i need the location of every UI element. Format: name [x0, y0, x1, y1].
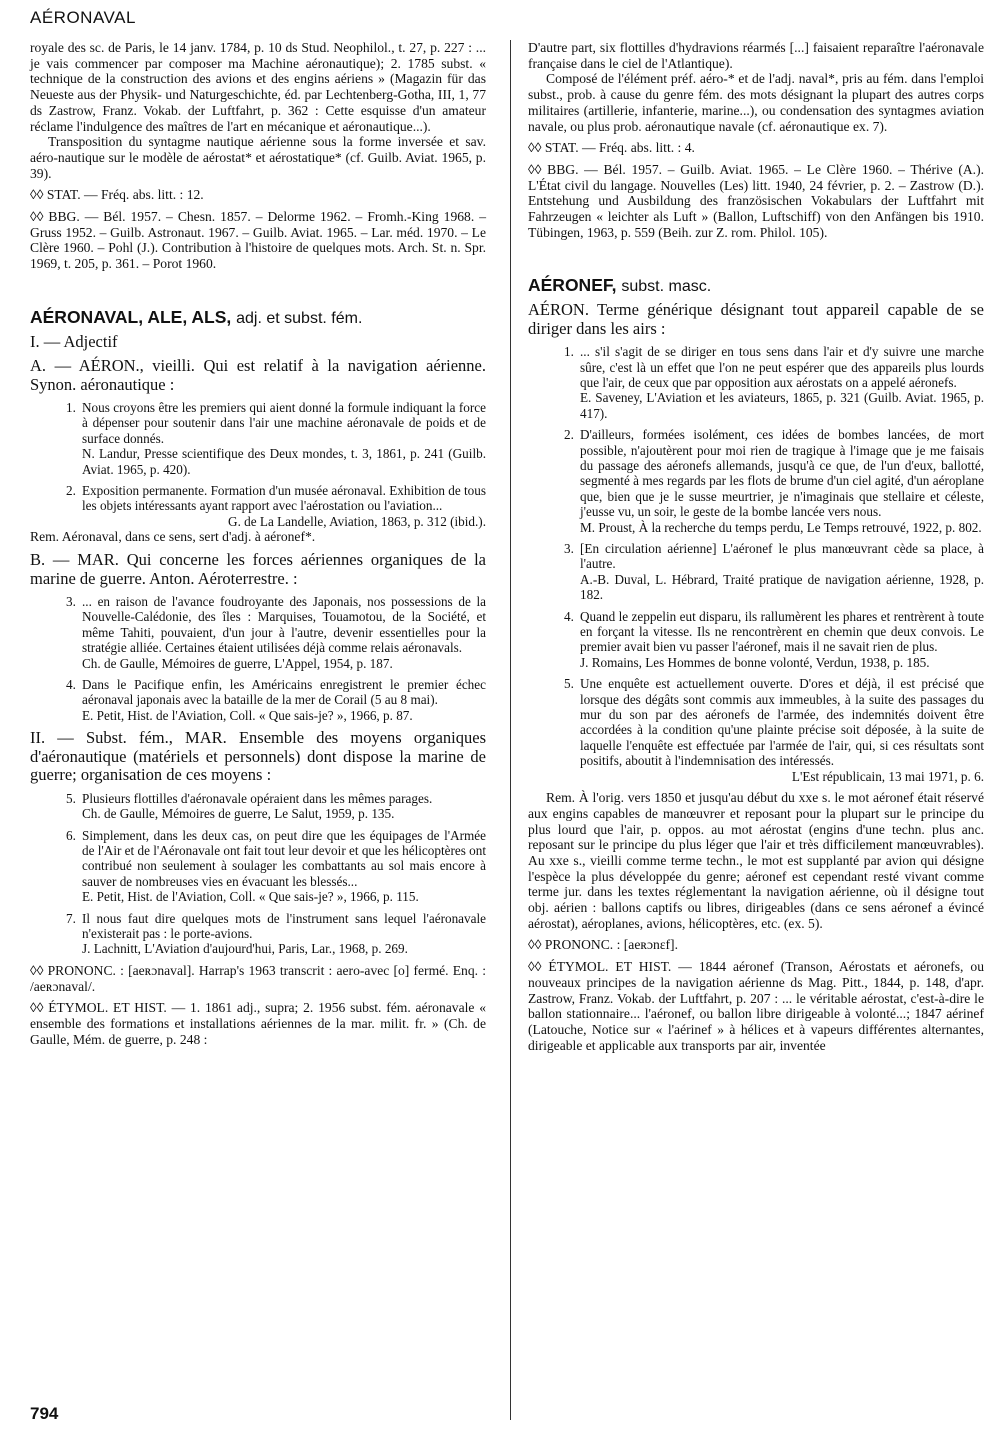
composition-note: Composé de l'élément préf. aéro-* et de l'adj. naval*, pris au fém. dans l'emploi subst., prob. à cause du genre fém. des mots désignant la plupart des autres corps militaires (artillerie, infanterie, marine...), ou condensation des syntagmes aviation navale, ou plus prob. aéronautique navale (cf. aéronautique ex. 7). [528, 71, 984, 134]
aeronef-quote-4: 4. Quand le zeppelin eut disparu, ils rallumèrent les phares et rentrèrent à toute en forçant la vitesse. Ils ne rencontrèrent en chemin que deux convois. Le premier avait bien vu passer l'aéronef, mais il ne savait rien de plus. [564, 608, 984, 655]
remark-aeronef: Rem. À l'orig. vers 1850 et jusqu'au début du xxe s. le mot aéronef était réservé aux engins capables de manœuvrer et reposant pour la plupart sur le principe du plus lourd que l'air, p. oppos. au mot aérostat (engins d'une techn. plus anc. reposant sur le principe du plus léger que l'air et très difficilement manœuvrables). Au xxe s., vieilli comme terme techn., le mot est supplanté par avion qui désigne l'espèce la plus développée du genre; aéronef est cependant resté vivant comme terme jur. dans les textes réglementant la navigation aérienne, où il désigne tout obj. aérien : ballons captifs ou libres, dirigeables (dans ce sens aéronef a évincé aérostat), aéroplanes, avions, hélicoptères, etc. (ex. 5). [528, 790, 984, 931]
etymology-history: ◊◊ ÉTYMOL. ET HIST. — 1. 1861 adj., supra; 2. 1956 subst. fém. aéronavale « ensemble des formations et installations aériennes de la mar. milit. fr. » (Ch. de Gaulle, Mém. de guerre, p. 248 : [30, 1000, 486, 1047]
quote-4: 4. Dans le Pacifique enfin, les Américains enregistrent le premier échec aéronaval japonais avec la bataille de la mer de Corail (5 au 8 mai). [66, 677, 486, 708]
page-number: 794 [30, 1404, 59, 1423]
entry-headword-aeronef [528, 275, 984, 296]
remark-1: Rem. Aéronaval, dans ce sens, sert d'adj. à aéronef*. [30, 529, 316, 545]
bibliography-right: ◊◊ BBG. — Bél. 1957. – Guilb. Aviat. 1965. – Le Clère 1960. – Thérive (A.). L'État civil du langage. Nouvelles (Les) litt. 1940, 24 février, p. 2. – Zastrow (D.). Entstehung und Ausbildung des französischen Vokabulars der Luftfahrt mit Fahrzeugen « leichter als Luft » (Ballon, Luftschiff) von den Anfängen bis 1910. Tübingen, 1963, p. 559 (Beih. zur Z. rom. Philol. 105). [528, 161, 984, 240]
quote-4-source: E. Petit, Hist. de l'Aviation, Coll. « Que sais-je? », 1966, p. 87. [82, 707, 413, 723]
quote-1: 1. Nous croyons être les premiers qui aient donné la formule indiquant la force à dépenser pour soutenir dans l'air une machine aéronavale de poids et de surface donnés. [66, 400, 486, 446]
quote-6-source: E. Petit, Hist. de l'Aviation, Coll. « Que sais-je? », 1966, p. 115. [82, 889, 419, 905]
left-column [30, 40, 486, 1047]
quote-6: 6. Simplement, dans les deux cas, on peut dire que les équipages de l'Armée de l'Air et de l'Aéronavale ont fait tout leur devoir et que les hélicoptères ont contribué non seulement à soulager les combattants au sol mais encore à sauver de nombreuses vies en évacuant les blessés... [66, 827, 486, 889]
section-II: II. — Subst. fém., MAR. Ensemble des moyens organiques d'aéronautique (matériels et personnels) dont dispose la marine de guerre; organisation de ces moyens : [30, 728, 486, 785]
section-A: A. — AÉRON., vieilli. Qui est relatif à la navigation aérienne. Synon. aéronautique : [30, 356, 486, 394]
aeronef-quote-2-source: M. Proust, À la recherche du temps perdu, Le Temps retrouvé, 1922, p. 802. [580, 519, 982, 535]
aeronef-quote-5-source: L'Est républicain, 13 mai 1971, p. 6. [791, 768, 984, 784]
pronunciation-aeronef: ◊◊ PRONONC. : [aeʀɔnɛf]. [528, 937, 678, 953]
aeronef-quote-1: 1. ... s'il s'agit de se diriger en tous sens dans l'air et d'y suivre une marche sûre, c'est là un effet que l'on ne peut espérer que des appareils plus lourds que l'air, de ceux que par opposition aux aérostats on a appelé aéronefs. [564, 344, 984, 390]
quote-5-source: Ch. de Gaulle, Mémoires de guerre, Le Salut, 1959, p. 135. [82, 806, 395, 822]
quote-2: 2. Exposition permanente. Formation d'un musée aéronaval. Exhibition de tous les objets intéressants ayant rapport avec l'aérostation ou l'aviation... [66, 483, 486, 514]
headword-text-aeronef: AÉRONEF, [528, 275, 617, 296]
quote-3: 3. ... en raison de l'avance foudroyante des Japonais, nos possessions de la Nouvelle-Calédonie, des îles : Marquises, Touamotou, de la Société, et même Tahiti, pouvaient, d'un jour à l'autre, devenir essentielles pour la stratégie alliée. Certaines étaient utilisées déjà comme relais aéronavals. [66, 594, 486, 656]
headword-pos-aeronef: subst. masc. [621, 278, 712, 296]
bibliography: ◊◊ BBG. — Bél. 1957. – Chesn. 1857. – Delorme 1962. – Fromh.-King 1968. – Gruss 1952. – Guilb. Astronaut. 1967. – Guilb. Aviat. 1965. – Lar. méd. 1970. – Le Clère 1960. – Pohl (J.). Contribution à l'histoire de quelques mots. Arch. St. n. Spr. 1969, t. 205, p. 361. – Porot 1960. [30, 209, 486, 272]
section-B: B. — MAR. Qui concerne les forces aériennes organiques de la marine de guerre. Anton. Aéroterrestre. : [30, 550, 486, 588]
aeronef-quote-5: 5. Une enquête est actuellement ouverte. D'ores et déjà, il est précisé que lorsque des dégâts sont commis aux immeubles, à la suite des passages du mur du son par des aéronefs de l'armée, des indemnités doivent être accordées à la condition qu'une plainte précise soit déposée, à la suite de laquelle l'enquête est effectuée par l'armée de l'air, qui, si ces résultats sont positifs, aboutit à l'indemnisation des intéressés. [564, 676, 984, 769]
column-divider [510, 40, 511, 1420]
section-I: I. — Adjectif [30, 331, 118, 351]
etymology-note: Transposition du syntagme nautique aérienne sous la forme inversée et sav. aéro-nautique sur le modèle de aérostat* et aérostatique* (cf. Guilb. Aviat. 1965, p. 39). [30, 134, 486, 181]
right-column [528, 40, 984, 1053]
definition: AÉRON. Terme générique désignant tout appareil capable de se diriger dans les airs : [528, 300, 984, 338]
etymology-aeronef: ◊◊ ÉTYMOL. ET HIST. — 1844 aéronef (Transon, Aérostats et aéronefs, ou nouveaux principes de la navigation aérienne ds Mag. Pitt., 1844, p. 148, d'apr. Zastrow, Franz. Vokab. der Luftfahrt, p. 207 : ... le véritable aérostat, c'est-à-dire le ballon stationnaire... l'aéronef, ou ballon libre dirigeable à volonté...; 1847 aérinef (Latouche, Notice sur « l'aérinef » à hélices et à vapeurs différentes alternantes, dirigeable et applicable aux transports par air, inventée [528, 959, 984, 1053]
running-head: AÉRONAVAL [30, 8, 136, 27]
etymology-continued: royale des sc. de Paris, le 14 janv. 1784, p. 10 ds Stud. Neophilol., t. 27, p. 227 : ... je vais commencer par composer ma Machine aéronautique); 2. 1785 subst. « technique de la construction des avions et des engins aériens » (Magazin für das Neueste aus der Physik- und Naturgeschichte, éd. par Lechtenberg-Gotha, III, 1, 77 ds Zastrow, Franz. Vokab. der Luftfahrt, p. 362 : Cette esquisse d'un amateur réclame l'indulgence des maîtres de l'art en mécanique et aéronautique...). [30, 40, 486, 134]
quote-3-source: Ch. de Gaulle, Mémoires de guerre, L'Appel, 1954, p. 187. [82, 655, 393, 671]
quote-continued: D'autre part, six flottilles d'hydravions réarmés [...] faisaient reparaître l'aéronavale française dans le ciel de l'Atlantique). [528, 40, 984, 71]
quote-2-source: G. de La Landelle, Aviation, 1863, p. 312 (ibid.). [228, 513, 486, 529]
quote-1-source: N. Landur, Presse scientifique des Deux mondes, t. 3, 1861, p. 241 (Guilb. Aviat. 1965, p. 420). [82, 446, 486, 477]
quote-7: 7. Il nous faut dire quelques mots de l'instrument sans lequel l'aéronavale n'existerait pas : le porte-avions. [66, 910, 486, 941]
aeronef-quote-4-source: J. Romains, Les Hommes de bonne volonté, Verdun, 1938, p. 185. [580, 654, 930, 670]
stat-line-right: ◊◊ STAT. — Fréq. abs. litt. : 4. [528, 140, 695, 156]
headword-text: AÉRONAVAL, ALE, ALS, [30, 306, 232, 327]
quote-5: 5. Plusieurs flottilles d'aéronavale opéraient dans les mêmes parages. [66, 790, 433, 806]
aeronef-quote-2: 2. D'ailleurs, formées isolément, ces idées de bombes lancées, de mort possible, n'ajoutèrent pour moi rien de tragique à l'image que je me faisais du passage des aéronefs allemands, jusqu'à ce que, de l'un d'eux, ballotté, segmenté à mes regards par les flots de brume d'un ciel agité, d'un aéroplane que, bien que je le susse meurtrier, je n'imaginais que stellaire et céleste, j'eusse vu, un soir, le geste de la bombe lancée vers nous. [564, 427, 984, 520]
entry-headword [30, 306, 486, 327]
headword-pos: adj. et subst. fém. [236, 309, 363, 327]
aeronef-quote-1-source: E. Saveney, L'Aviation et les aviateurs, 1865, p. 321 (Guilb. Aviat. 1965, p. 417). [580, 390, 984, 421]
stat-line: ◊◊ STAT. — Fréq. abs. litt. : 12. [30, 187, 204, 203]
pronunciation: ◊◊ PRONONC. : [aeʀɔnaval]. Harrap's 1963 transcrit : aero-avec [o] fermé. Enq. : /aeʀɔnaval/. [30, 962, 486, 994]
aeronef-quote-3: 3. [En circulation aérienne] L'aéronef le plus manœuvrant cède sa place, à l'autre. [564, 541, 984, 572]
quote-7-source: J. Lachnitt, L'Aviation d'aujourd'hui, Paris, Lar., 1968, p. 269. [82, 941, 408, 957]
aeronef-quote-3-source: A.-B. Duval, L. Hébrard, Traité pratique de navigation aérienne, 1928, p. 182. [580, 571, 984, 603]
